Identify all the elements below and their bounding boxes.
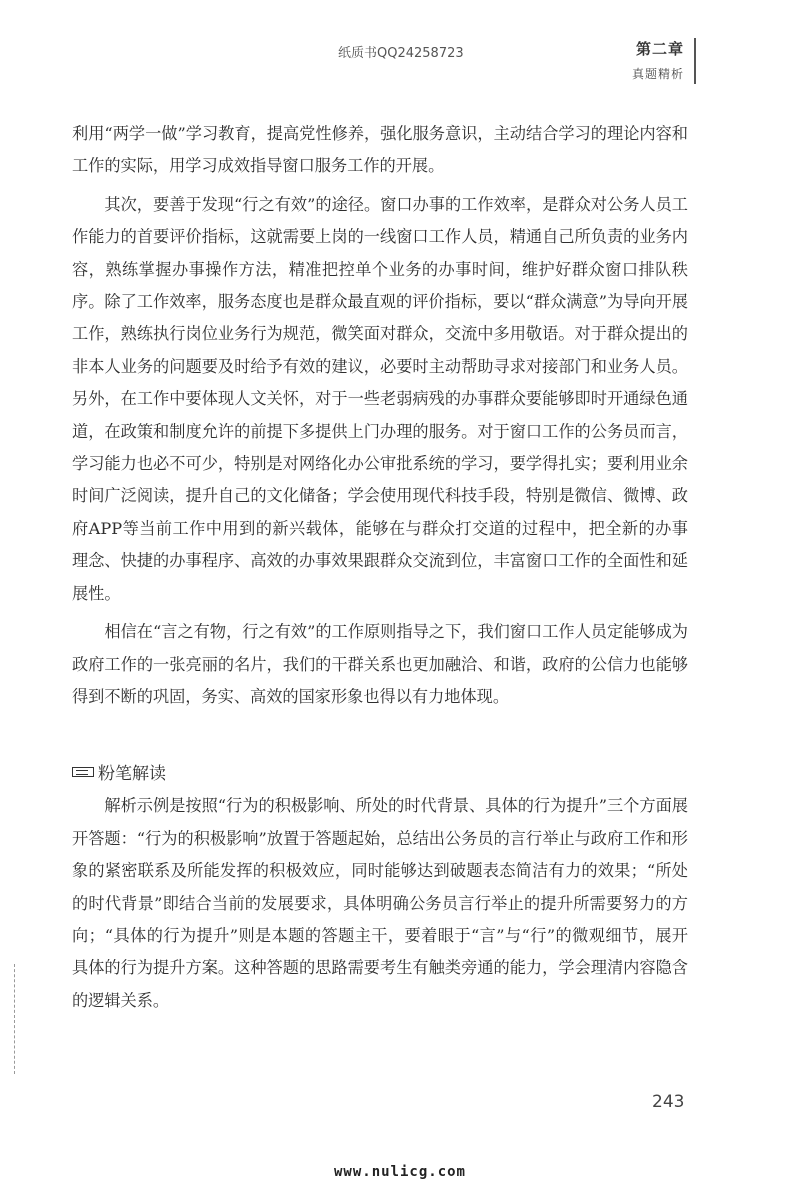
chapter-header bbox=[614, 38, 684, 82]
section-title: 粉笔解读 bbox=[98, 764, 166, 785]
footer-url: www.nulicg.com bbox=[333, 1164, 466, 1180]
section-heading bbox=[72, 759, 688, 784]
paragraph: 相信在“言之有物，行之有效”的工作原则指导之下，我们窗口工作人员定能够成为政府工作的一张亮丽的名片，我们的干群关系也更加融洽、和谐，政府的公信力也能够得到不断的巩固，务实、高效的国家形象也得以有力地体现。 bbox=[72, 622, 688, 706]
chapter-subtitle: 真题精析 bbox=[631, 67, 684, 81]
paragraph-continued: 利用“两学一做”学习教育，提高党性修养，强化服务意识，主动结合学习的理论内容和工作的实际，用学习成效指导窗口服务工作的开展。 bbox=[72, 124, 688, 176]
page-content bbox=[72, 118, 688, 1017]
header-rule bbox=[694, 38, 696, 84]
section-paragraph: 解析示例是按照“行为的积极影响、所处的时代背景、具体的行为提升”三个方面展开答题：“行为的积极影响”放置于答题起始，总结出公务员的言行举止与政府工作和形象的紧密联系及所能发挥的积极效应，同时能够达到破题表态简洁有力的效果；“所处的时代背景”即结合当前的发展要求，具体明确公务员言行举止的提升所需要努力的方向；“具体的行为提升”则是本题的答题主干，要着眼于“言”与“行”的微观细节，展开具体的行为提升方案。这种答题的思路需要考生有触类旁通的能力，学会理清内容隐含的逻辑关系。 bbox=[72, 796, 688, 1010]
page-number: 243 bbox=[652, 1092, 685, 1112]
book-icon bbox=[72, 767, 94, 777]
header-watermark: 纸质书QQ24258723 bbox=[338, 46, 464, 61]
chapter-title: 第二章 bbox=[635, 40, 684, 58]
scan-mark bbox=[14, 964, 16, 1074]
paragraph: 其次，要善于发现“行之有效”的途径。窗口办事的工作效率，是群众对公务人员工作能力的首要评价指标，这就需要上岗的一线窗口工作人员，精通自己所负责的业务内容，熟练掌握办事操作方法，精准把控单个业务的办事时间，维护好群众窗口排队秩序。除了工作效率，服务态度也是群众最直观的评价指标，要以“群众满意”为导向开展工作，熟练执行岗位业务行为规范，微笑面对群众，交流中多用敬语。对于群众提出的非本人业务的问题要及时给予有效的建议，必要时主动帮助寻求对接部门和业务人员。另外，在工作中要体现人文关怀，对于一些老弱病残的办事群众要能够即时开通绿色通道，在政策和制度允许的前提下多提供上门办理的服务。对于窗口工作的公务员而言，学习能力也必不可少，特别是对网络化办公审批系统的学习，要学得扎实；要利用业余时间广泛阅读，提升自己的文化储备；学会使用现代科技手段，特别是微信、微博、政府APP等当前工作中用到的新兴载体，能够在与群众打交道的过程中，把全新的办事理念、快捷的办事程序、高效的办事效果跟群众交流到位，丰富窗口工作的全面性和延展性。 bbox=[72, 194, 688, 603]
